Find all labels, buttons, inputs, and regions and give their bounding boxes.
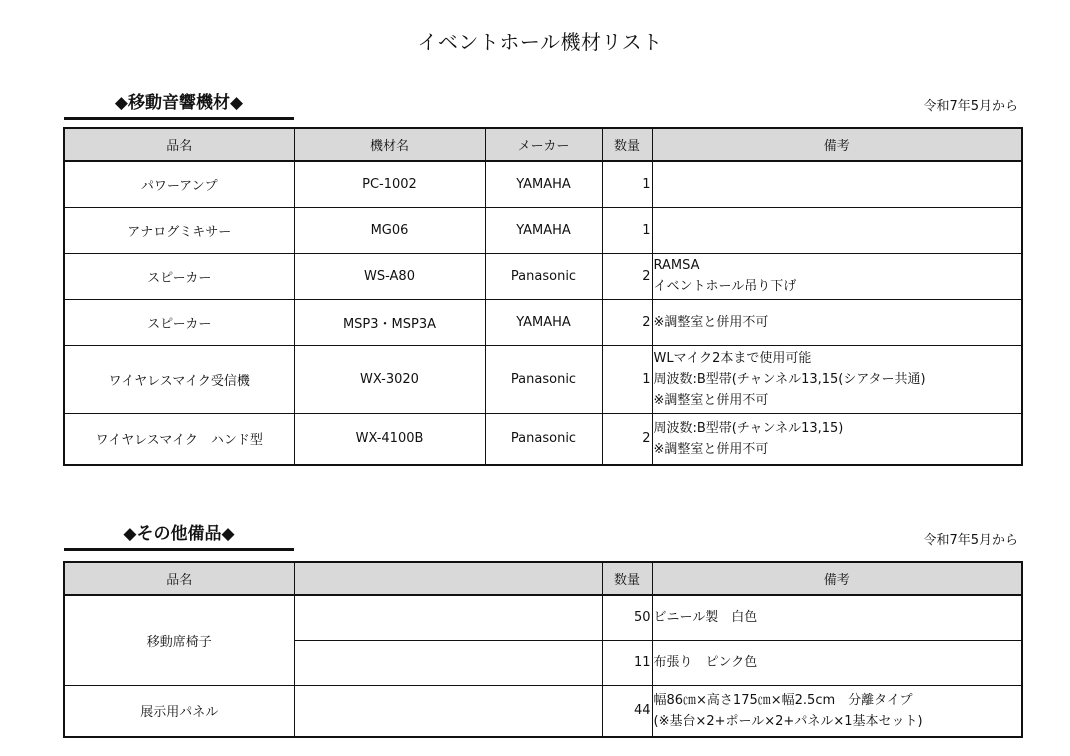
cell-maker: Panasonic [485,413,602,465]
cell-model [294,595,602,640]
page-title: イベントホール機材リスト [417,30,663,54]
note-line: (※基台×2+ポール×2+パネル×1基本セット) [653,713,923,729]
table-row [64,345,1022,413]
col-header-maker: メーカー [485,128,602,161]
cell-maker: Panasonic [485,345,602,413]
cell-name: 展示用パネル [64,685,294,737]
note-line: ビニール製 白色 [653,610,758,626]
cell-notes [652,345,1022,413]
cell-maker: YAMAHA [485,161,602,207]
other-equipment-table [63,561,1023,738]
col-header-blank [294,562,602,595]
cell-qty: 2 [602,253,652,299]
cell-model: MSP3・MSP3A [294,299,485,345]
cell-name: スピーカー [64,299,294,345]
cell-qty: 11 [602,640,652,685]
table-header-row [64,562,1022,595]
note-line: イベントホール吊り下げ [653,279,797,294]
cell-model [294,685,602,737]
cell-name: パワーアンプ [64,161,294,207]
section-date-note-other: 令和7年5月から [923,533,1018,548]
note-line: 周波数:B型帯(チャンネル13,15) [653,420,844,436]
table-row [64,253,1022,299]
note-line: 幅86㎝×高さ175㎝×幅2.5cm 分離タイプ [653,692,913,708]
cell-qty: 50 [602,595,652,640]
table-row [64,413,1022,465]
cell-notes [652,253,1022,299]
cell-notes [652,595,1022,640]
table-row [64,207,1022,253]
cell-maker: YAMAHA [485,207,602,253]
cell-name: スピーカー [64,253,294,299]
cell-notes [652,299,1022,345]
note-line: 布張り ピンク色 [653,655,758,670]
cell-qty: 44 [602,685,652,737]
col-header-notes: 備考 [652,128,1022,161]
cell-qty: 2 [602,413,652,465]
col-header-name: 品名 [64,128,294,161]
cell-name: ワイヤレスマイク ハンド型 [64,413,294,465]
col-header-qty: 数量 [602,562,652,595]
note-line: WLマイク2本まで使用可能 [653,350,812,366]
cell-notes [652,413,1022,465]
cell-qty: 1 [602,161,652,207]
table-row [64,299,1022,345]
cell-maker: Panasonic [485,253,602,299]
cell-model [294,640,602,685]
cell-name: 移動席椅子 [64,595,294,685]
note-line: ※調整室と併用不可 [653,314,769,330]
cell-maker: YAMAHA [485,299,602,345]
note-line: RAMSA [653,258,700,273]
note-line: 周波数:B型帯(チャンネル13,15(シアター共通) [653,371,926,387]
col-header-notes: 備考 [652,562,1022,595]
cell-model: WX-4100B [294,413,485,465]
cell-qty: 1 [602,345,652,413]
cell-model: MG06 [294,207,485,253]
col-header-name: 品名 [64,562,294,595]
cell-model: PC-1002 [294,161,485,207]
audio-equipment-table [63,127,1023,466]
section-date-note-audio: 令和7年5月から [923,99,1018,114]
table-header-row [64,128,1022,161]
table-row [64,595,1022,640]
col-header-qty: 数量 [602,128,652,161]
cell-model: WS-A80 [294,253,485,299]
cell-qty: 2 [602,299,652,345]
cell-notes [652,685,1022,737]
col-header-model: 機材名 [294,128,485,161]
note-line: ※調整室と併用不可 [653,441,769,457]
cell-qty: 1 [602,207,652,253]
note-line: ※調整室と併用不可 [653,392,769,408]
cell-notes [652,161,1022,207]
cell-notes [652,640,1022,685]
cell-name: アナログミキサー [64,207,294,253]
table-row [64,161,1022,207]
section-heading-audio: ◆移動音響機材◆ [64,88,294,120]
cell-notes [652,207,1022,253]
cell-model: WX-3020 [294,345,485,413]
cell-name: ワイヤレスマイク受信機 [64,345,294,413]
table-row [64,685,1022,737]
section-heading-other: ◆その他備品◆ [64,519,294,551]
